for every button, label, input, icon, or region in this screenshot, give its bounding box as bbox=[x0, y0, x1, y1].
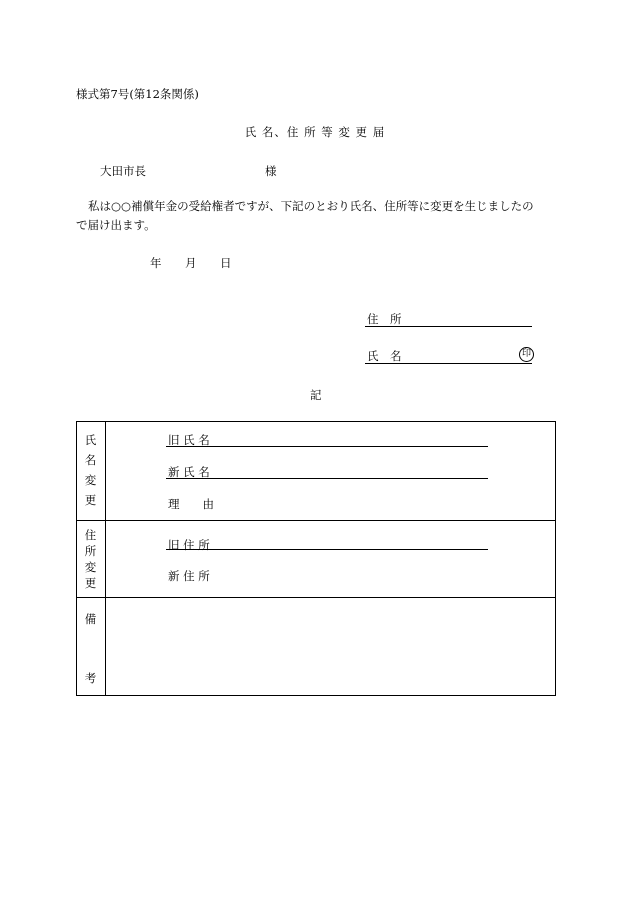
address-change-header: 住 所 変 更 bbox=[84, 528, 97, 590]
applicant-address-label: 住 所 bbox=[367, 312, 402, 326]
name-change-header: 氏 名 変 更 bbox=[84, 433, 97, 507]
old-name-field[interactable] bbox=[166, 446, 488, 447]
honorific: 様 bbox=[265, 164, 277, 178]
date-year: 年 bbox=[150, 256, 162, 270]
form-number: 様式第7号(第12条関係) bbox=[76, 87, 199, 101]
new-name-field[interactable] bbox=[166, 478, 488, 479]
remarks-header-bottom: 考 bbox=[84, 671, 97, 685]
date-day: 日 bbox=[220, 256, 232, 270]
addressee: 大田市長 bbox=[100, 164, 146, 178]
ki-label: 記 bbox=[310, 388, 322, 402]
old-address-label: 旧 住 所 bbox=[168, 538, 210, 552]
applicant-name-line[interactable] bbox=[365, 363, 532, 364]
old-address-field[interactable] bbox=[166, 549, 488, 550]
reason-label: 理 由 bbox=[168, 497, 214, 511]
remarks-field[interactable] bbox=[106, 598, 555, 695]
date-month: 月 bbox=[185, 256, 197, 270]
applicant-address-line[interactable] bbox=[365, 326, 532, 327]
remarks-header-top: 備 bbox=[84, 612, 97, 626]
old-name-label: 旧 氏 名 bbox=[168, 433, 210, 447]
table-row-divider-1 bbox=[76, 520, 556, 521]
new-name-label: 新 氏 名 bbox=[168, 465, 210, 479]
applicant-name-label: 氏 名 bbox=[367, 349, 402, 363]
page-title: 氏 名、住 所 等 変 更 届 bbox=[244, 125, 386, 139]
body-text-line1: 私は○○補償年金の受給権者ですが、下記のとおり氏名、住所等に変更を生じましたの bbox=[88, 199, 534, 213]
seal-icon: 印 bbox=[519, 347, 534, 362]
body-text-line2: で届け出ます。 bbox=[76, 218, 156, 232]
new-address-label: 新 住 所 bbox=[168, 569, 210, 583]
